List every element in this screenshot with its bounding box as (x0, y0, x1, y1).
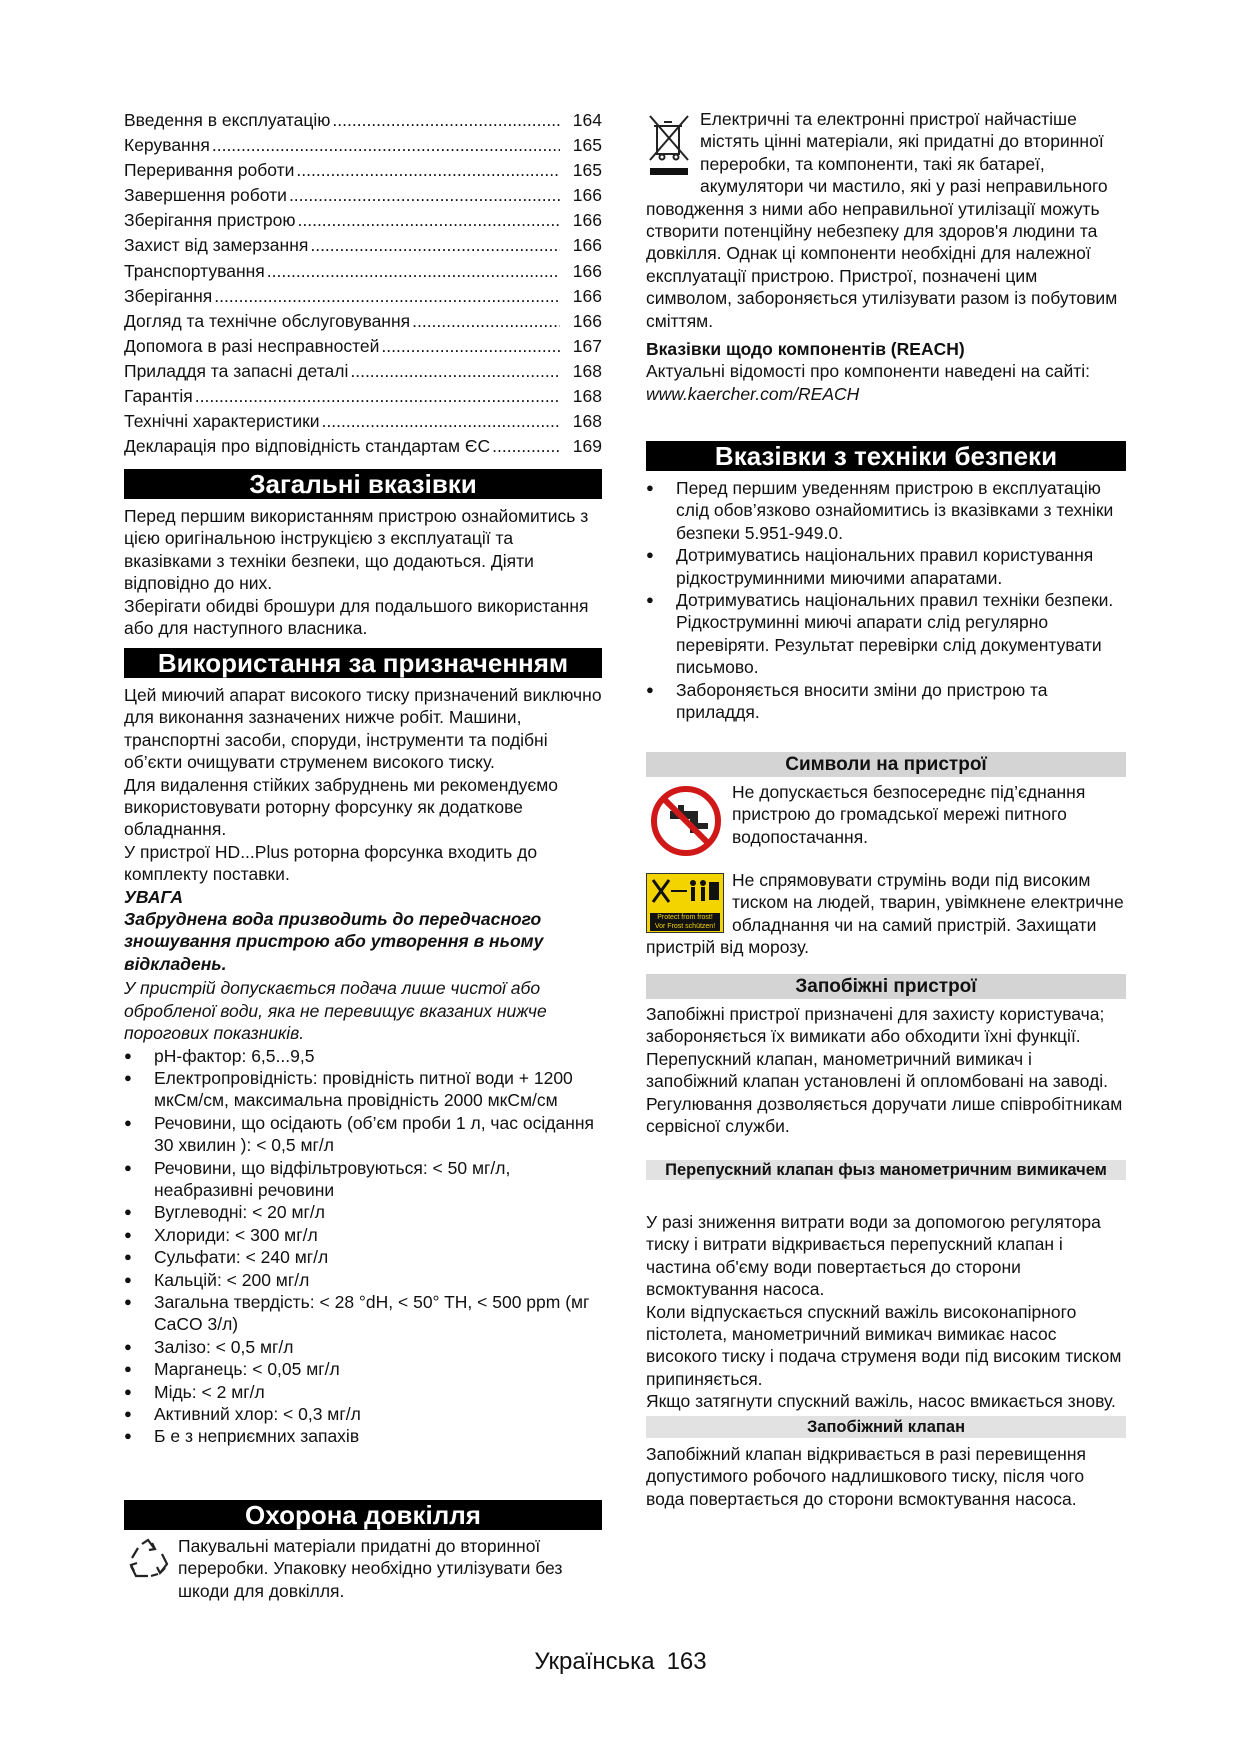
list-item: ● Кальцій: < 200 мг/л (124, 1269, 602, 1291)
toc-leader-dots (195, 384, 560, 409)
bypass-text-3: Якщо затягнути спускний важіль, насос вмикається знову. (646, 1391, 1116, 1412)
toc-entry-title: Введення в експлуатацію (124, 110, 331, 130)
list-item: ● Вуглеводні: < 20 мг/л (124, 1201, 602, 1223)
reach-link[interactable]: www.kaercher.com/REACH (646, 383, 860, 404)
toc-leader-dots (267, 259, 560, 284)
toc-entry-page: 165 (572, 160, 602, 181)
list-item: ● Перед першим уведенням пристрою в експлуатацію слід обов’язково ознайомитись із вказівками з техніки безпеки 5.951-949.0. (646, 477, 1126, 544)
toc-entry-title: Транспортування (124, 260, 265, 281)
toc-entry[interactable] (124, 133, 602, 158)
toc-entry-title: Догляд та технічне обслуговування (124, 310, 411, 331)
general-section (124, 505, 602, 639)
toc-entry-page: 166 (572, 210, 602, 231)
toc-entry-title: Зберігання (124, 285, 213, 306)
toc-entry-page: 165 (572, 135, 602, 156)
heading-safety-valve: Запобіжний клапан (646, 1416, 1126, 1438)
toc-leader-dots (310, 233, 560, 258)
toc-leader-dots (296, 158, 560, 183)
toc-entry-title: Приладдя та запасні деталі (124, 360, 349, 381)
toc-entry-title: Декларація про відповідність стандартам ЄС (124, 436, 491, 457)
warning-label: УВАГА (124, 886, 183, 907)
toc-entry-title: Зберігання пристрою (124, 210, 296, 231)
spray-warning-icon (647, 874, 723, 908)
heading-general: Загальні вказівки (124, 469, 602, 499)
toc-entry[interactable] (124, 208, 602, 233)
footer-language: Українська (534, 1648, 655, 1675)
list-item: ● Сульфати: < 240 мг/л (124, 1246, 602, 1268)
recycling-icon (126, 1538, 170, 1580)
table-of-contents (124, 108, 602, 459)
list-item: ● Дотримуватись національних правил техніки безпеки. Рідкоструминні миючі апарати слід регулярно перевіряти. Результат перевірки слід документувати письмово. (646, 589, 1126, 679)
reach-title: Вказівки щодо компонентів (REACH) (646, 339, 965, 360)
heading-symbols: Символи на пристрої (646, 752, 1126, 777)
symbol-2-text: Не спрямовувати струмінь води під високим тиском на людей, тварин, увімкнене електричне обладнання чи на самий пристрій. Захищати пристрій від морозу. (646, 870, 1124, 958)
toc-entry-page: 166 (572, 310, 602, 331)
toc-entry-title: Технічні характеристики (124, 411, 320, 432)
toc-entry-title: Переривання роботи (124, 160, 295, 181)
toc-entry[interactable] (124, 434, 602, 459)
toc-entry-page: 166 (572, 235, 602, 256)
toc-entry[interactable] (124, 158, 602, 183)
toc-entry-title: Завершення роботи (124, 185, 287, 206)
toc-leader-dots (381, 334, 560, 359)
list-item: ● Електропровідність: провідність питної води + 1200 мкСм/см, максимальна провідність 2000 мкСм/см (124, 1067, 602, 1112)
toc-entry[interactable] (124, 309, 602, 334)
toc-entry-page: 166 (572, 185, 602, 206)
toc-entry[interactable] (124, 409, 602, 434)
toc-entry-page: 164 (572, 110, 602, 130)
toc-entry-title: Гарантія (124, 386, 193, 407)
frost-label-en: Protect from frost! (657, 914, 713, 921)
reach-text: Актуальні відомості про компоненти наведені на сайті: www.kaercher.com/REACH (646, 361, 1091, 404)
toc-entry[interactable] (124, 384, 602, 409)
safety-list (646, 477, 1126, 723)
general-text-1: Перед першим використанням пристрою ознайомитись з цією оригінальною інструкцією з експлуатації та вказівками з техніки безпеки, що додаються. Діяти відповідно до них. (124, 506, 589, 594)
bypass-text-1: У разі зниження витрати води за допомогою регулятора тиску і витрати відкривається перепускний клапан і частина об'єму води повертається до сторони всмоктування насоса. (646, 1212, 1101, 1300)
heading-usage: Використання за призначенням (124, 648, 602, 678)
list-item: ● Дотримуватись національних правил користування рідкоструминними миючими апаратами. (646, 544, 1126, 589)
toc-leader-dots (214, 284, 560, 309)
list-item: ● Залізо: < 0,5 мг/л (124, 1336, 602, 1358)
packaging-text: Пакувальні матеріали придатні до вторинної переробки. Упаковку необхідно утилізувати без шкоди для довкілля. (178, 1536, 563, 1601)
toc-entry-page: 168 (572, 386, 602, 407)
general-text-2: Зберігати обидві брошури для подальшого використання або для наступного власника. (124, 595, 589, 639)
list-item: ● Активний хлор: < 0,3 мг/л (124, 1403, 602, 1425)
toc-entry[interactable] (124, 359, 602, 384)
list-item: ● Речовини, що відфільтровуються: < 50 мг/л, неабразивні речовини (124, 1157, 602, 1202)
toc-entry[interactable] (124, 259, 602, 284)
toc-entry[interactable] (124, 183, 602, 208)
toc-leader-dots (350, 359, 560, 384)
symbol-1-text: Не допускається безпосереднє під’єднання пристрою до громадської мережі питного водопостачання. (732, 782, 1086, 847)
toc-entry-title: Керування (124, 135, 210, 156)
toc-leader-dots (332, 108, 560, 133)
devices-text-1: Запобіжні пристрої призначені для захисту користувача; забороняється їх вимикати або обходити їхні функції. (646, 1004, 1105, 1047)
toc-entry-title: Допомога в разі несправностей (124, 335, 380, 356)
safety-section (646, 477, 1126, 723)
list-item: ● Б е з неприємних запахів (124, 1425, 602, 1447)
frost-label-de: Vor Frost schützen! (654, 923, 716, 930)
crossed-bin-icon (646, 112, 692, 180)
bypass-text-2: Коли відпускається спускний важіль високонапірного пістолета, манометричний вимикач вимикає насос високого тиску і подача струменя води під високим тиском припиняється. (646, 1301, 1122, 1389)
water-note: У пристрій допускається подача лише чистої або обробленої води, яка не перевищує вказаних нижче порогових показників. (124, 978, 547, 1044)
heading-safety-devices: Запобіжні пристрої (646, 974, 1126, 999)
list-item: ● Забороняється вносити зміни до пристрою та приладдя. (646, 679, 1126, 724)
list-item: ● Мідь: < 2 мг/л (124, 1381, 602, 1403)
no-drinking-water-connection-icon (650, 785, 722, 857)
no-high-pressure-spray-icon (646, 873, 724, 933)
bypass-section (646, 1211, 1126, 1413)
toc-entry[interactable] (124, 108, 602, 133)
toc-leader-dots (289, 183, 560, 208)
toc-entry-page: 169 (572, 436, 602, 457)
toc-leader-dots (322, 409, 560, 434)
toc-leader-dots (212, 133, 560, 158)
usage-text-3: У пристрої HD...Plus роторна форсунка входить до комплекту поставки. (124, 841, 538, 885)
valve-text: Запобіжний клапан відкривається в разі перевищення допустимого робочого надлишкового тиску, після чого вода повертається до сторони всмоктування насоса. (646, 1444, 1086, 1509)
weee-section (646, 108, 1126, 405)
list-item: ● Загальна твердість: < 28 °dH, < 50° TH, < 500 ppm (мг CaCO 3/л) (124, 1291, 602, 1336)
warning-text: Забруднена вода призводить до передчасного зношування пристрою або утворення в ньому відкладень. (124, 909, 544, 974)
toc-leader-dots (298, 208, 561, 233)
toc-entry-page: 167 (572, 335, 602, 356)
devices-text-2: Перепускний клапан, манометричний вимикач і запобіжний клапан установлені й опломбовані на заводі. Регулювання дозволяється доручати лише співробітникам сервісної служби. (646, 1048, 1123, 1137)
page-footer (0, 1648, 1241, 1676)
heading-bypass-valve: Перепускний клапан фыз манометричним вимикачем (646, 1160, 1126, 1180)
list-item: ● Речовини, що осідають (об’єм проби 1 л, час осідання 30 хвилин ): < 0,5 мг/л (124, 1112, 602, 1157)
toc-leader-dots (412, 309, 560, 334)
toc-entry[interactable] (124, 284, 602, 309)
symbols-section (646, 781, 1126, 959)
water-requirements-list (124, 1045, 602, 1448)
toc-entry-page: 168 (572, 411, 602, 432)
page-number: 163 (666, 1648, 707, 1675)
list-item: ● Хлориди: < 300 мг/л (124, 1224, 602, 1246)
list-item: ● Марганець: < 0,05 мг/л (124, 1358, 602, 1380)
toc-leader-dots (492, 434, 560, 459)
environment-section (124, 1535, 602, 1602)
toc-entry-page: 168 (572, 360, 602, 381)
usage-text-2: Для видалення стійких забруднень ми рекомендуємо використовувати роторну форсунку як додаткове обладнання. (124, 774, 559, 840)
safety-devices-section (646, 1003, 1126, 1137)
weee-text: Електричні та електронні пристрої найчастіше містять цінні матеріали, які придатні до вторинної переробки, та компоненти, такі як батареї, акумулятори чи мастило, які у разі неправильного поводження з ними або неправильної утилізації можуть створити потенційну небезпеку для здоров'я людини та довкілля. Однак ці компоненти необхідні для належної експлуатації пристрою. Пристрої, позначені цим символом, забороняється утилізувати разом із побутовим сміттям. (646, 109, 1118, 331)
toc-entry-page: 166 (572, 285, 602, 306)
heading-environment: Охорона довкілля (124, 1500, 602, 1530)
frost-label (650, 913, 720, 931)
toc-entry[interactable] (124, 334, 602, 359)
heading-safety: Вказівки з техніки безпеки (646, 441, 1126, 471)
toc-entry-title: Захист від замерзання (124, 235, 309, 256)
toc-entry-page: 166 (572, 260, 602, 281)
usage-section (124, 684, 602, 1448)
toc-entry[interactable] (124, 233, 602, 258)
usage-text-1: Цей миючий апарат високого тиску призначений виключно для виконання зазначених нижче робіт. Машини, транспортні засоби, споруди, інструменти та подібні об’єкти очищувати струменем високого тиску. (124, 685, 602, 773)
list-item: ● pH-фактор: 6,5...9,5 (124, 1045, 602, 1067)
safety-valve-section (646, 1443, 1126, 1510)
